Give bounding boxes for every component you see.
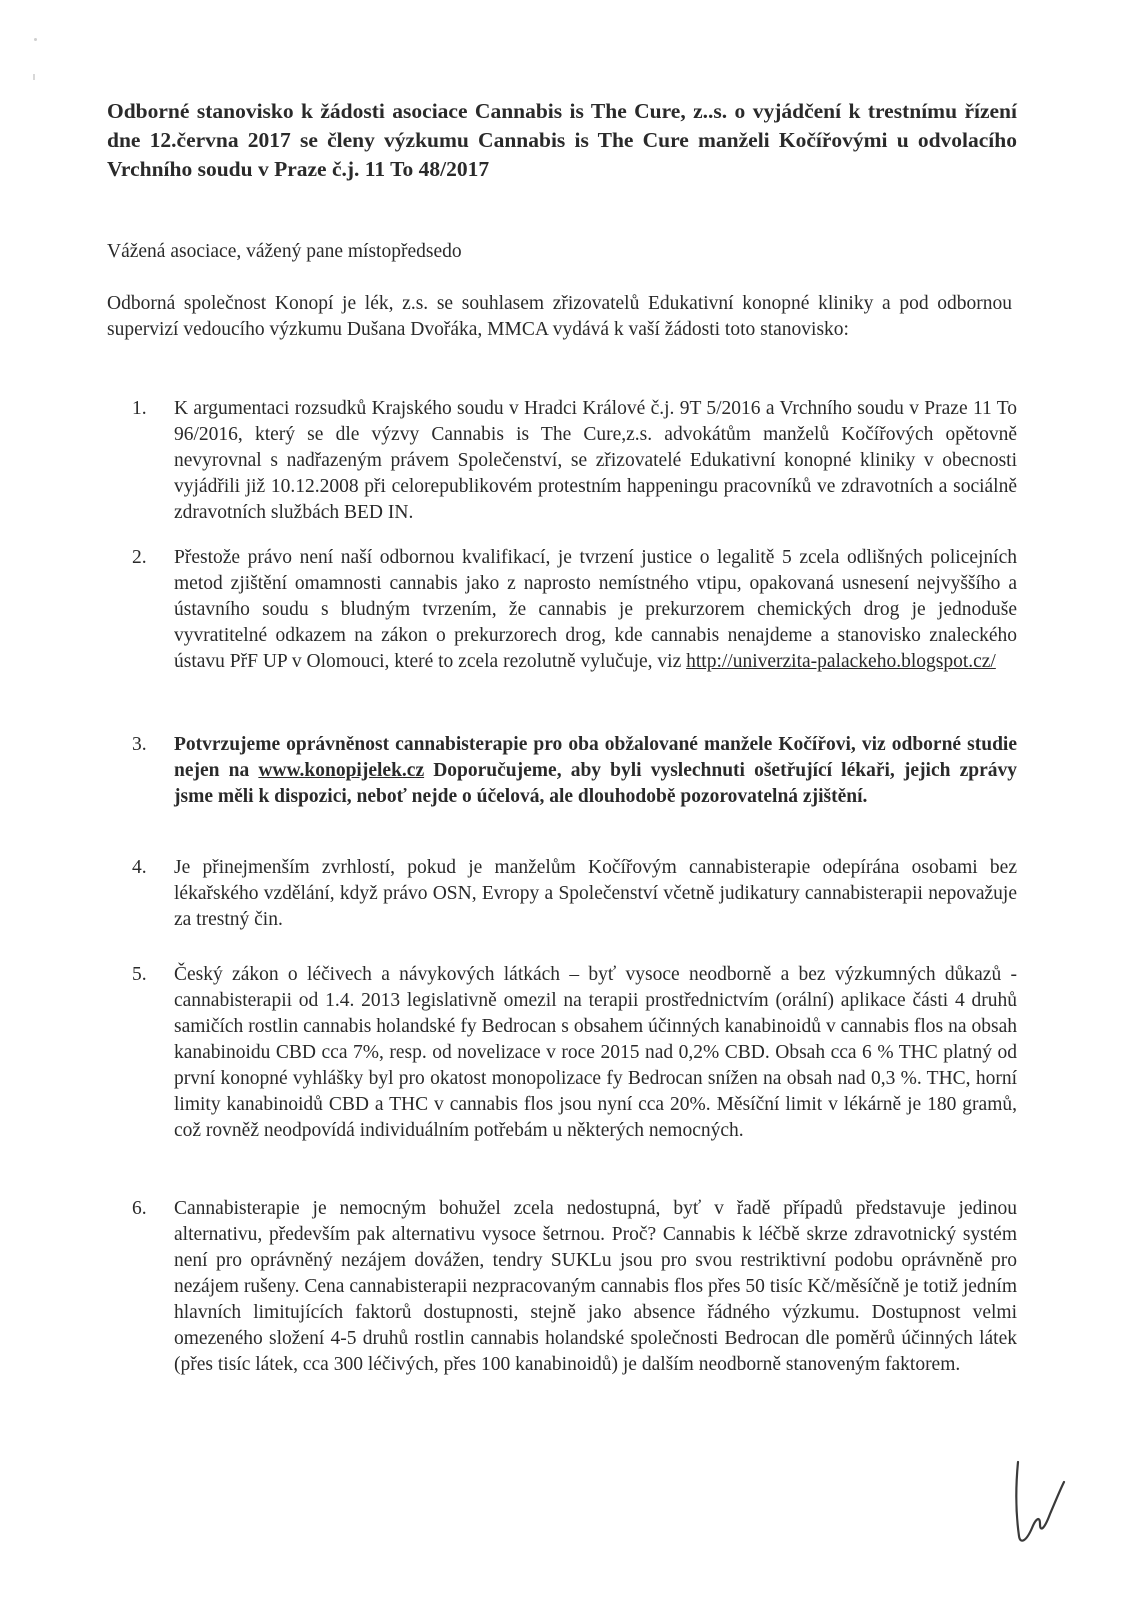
list-item-number: 5. <box>132 964 147 985</box>
blogspot-link[interactable]: http://univerzita-palackeho.blogspot.cz/ <box>686 651 996 672</box>
list-item-text: Je přinejmenším zvrhlostí, pokud je manželům Kočířovým cannabisterapie odepírána osobami bez lékařského vzdělání, když právo OSN, Evropy a Společenství včetně judikatury cannabisterapii nepovažuje za trestný čin. <box>174 857 1017 930</box>
list-item-number: 1. <box>132 398 147 419</box>
list-item-3 <box>132 732 1017 810</box>
salutation: Vážená asociace, vážený pane místopředsedo <box>107 241 462 262</box>
list-item-text: Cannabisterapie je nemocným bohužel zcela nedostupná, byť v řadě případů představuje jedinou alternativu, především pak alternativu vysoce šetrnou. Proč? Cannabis k léčbě skrze zdravotnický systém není pro oprávněný nezájem dovážen, tendry SUKLu jsou pro svou restriktivní podobu oprávněně pro nezájem rušeny. Cena cannabisterapii nezpracovaným cannabis flos přes 50 tisíc Kč/měsíčně je totiž jedním hlavních limitujících faktorů dostupnosti, stejně jako absence řádného výzkumu. Dostupnost velmi omezeného složení 4-5 druhů rostlin cannabis holandské společnosti Bedrocan dle poměrů účinných látek (přes tisíc látek, cca 300 léčivých, přes 100 kanabinoidů) je dalším neodborně stanoveným faktorem. <box>174 1198 1017 1375</box>
scan-speck <box>34 38 37 41</box>
list-item-1 <box>132 396 1017 526</box>
document-title: Odborné stanovisko k žádosti asociace Cannabis is The Cure, z..s. o vyjádčení k trestnímu řízení dne 12.června 2017 se členy výzkumu Cannabis is The Cure manželi Kočířovými u odvolacího Vrchního soudu v Praze č.j. 11 To 48/2017 <box>107 99 1017 181</box>
list-item-text-after: Doporučujeme, aby byli vyslechnuti ošetřující lékaři, jejich zprávy jsme měli k dispozici, neboť nejde o účelová, ale dlouhodobě pozorovatelná zjištění. <box>174 760 1018 807</box>
list-item-text: Přestože právo není naší odbornou kvalifikací, je tvrzení justice o legalitě 5 zcela odlišných policejních metod zjištění omamnosti cannabis jako z naprosto nemístného vtipu, opakovaná usnesení nejvyššího a ústavního soudu s bludným tvrzením, že cannabis je prekurzorem chemických drog je jednoduše vyvratitelné odkazem na zákon o prekurzorech drog, kde cannabis nenajdeme a stanovisko znaleckého ústavu PřF UP v Olomouci, které to zcela rezolutně vylučuje, viz <box>174 547 1017 672</box>
list-item-text: Český zákon o léčivech a návykových látkách – byť vysoce neodborně a bez výzkumných důkazů - cannabisterapii od 1.4. 2013 legislativně omezil na terapii prostřednictvím (orální) aplikace části 4 druhů samičích rostlin cannabis holandské fy Bedrocan s obsahem účinných kanabinoidů v cannabis flos na obsah kanabinoidu CBD cca 7%, resp. od novelizace v roce 2015 nad 0,2% CBD. Obsah cca 6 % THC platný od první konopné vyhlášky byl pro okatost monopolizace fy Bedrocan snížen na obsah nad 0,3 %. THC, horní limity kanabinoidů CBD a THC v cannabis flos jsou nyní cca 20%. Měsíční limit v lékárně je 180 gramů, což rovněž neodpovídá individuálním potřebám u některých nemocných. <box>174 964 1017 1141</box>
list-item-6 <box>132 1196 1017 1378</box>
list-item-2 <box>132 545 1017 675</box>
konopijelek-link[interactable]: www.konopijelek.cz <box>258 760 425 781</box>
list-item-number: 3. <box>132 734 147 755</box>
list-item-body <box>174 732 1017 810</box>
list-item-5 <box>132 962 1017 1144</box>
list-item-text-before: Potvrzujeme oprávněnost cannabisterapie pro oba obžalované manžele Kočířovi, viz odborné studie nejen na <box>174 734 1017 781</box>
list-item-number: 2. <box>132 547 147 568</box>
list-item-number: 4. <box>132 857 147 878</box>
list-item-body <box>174 545 1017 675</box>
handwritten-initial-signature <box>1010 1458 1070 1548</box>
list-item-text: K argumentaci rozsudků Krajského soudu v Hradci Králové č.j. 9T 5/2016 a Vrchního soudu v Praze 11 To 96/2016, který se dle výzvy Cannabis is The Cure,z.s. advokátům manželů Kočířových opětovně nevyrovnal s nadřazeným právem Společenství, se zřizovatelé Edukativní konopné kliniky v obecnosti vyjádřili již 10.12.2008 při celorepublikovém protestním happeningu pracovníků ve zdravotních a sociálně zdravotních službách BED IN. <box>174 398 1017 523</box>
intro-paragraph: Odborná společnost Konopí je lék, z.s. se souhlasem zřizovatelů Edukativní konopné kliniky a pod odbornou supervizí vedoucího výzkumu Dušana Dvořáka, MMCA vydává k vaší žádosti toto stanovisko: <box>107 293 1012 340</box>
scan-speck <box>33 74 35 80</box>
list-item-4 <box>132 855 1017 933</box>
list-item-number: 6. <box>132 1198 147 1219</box>
